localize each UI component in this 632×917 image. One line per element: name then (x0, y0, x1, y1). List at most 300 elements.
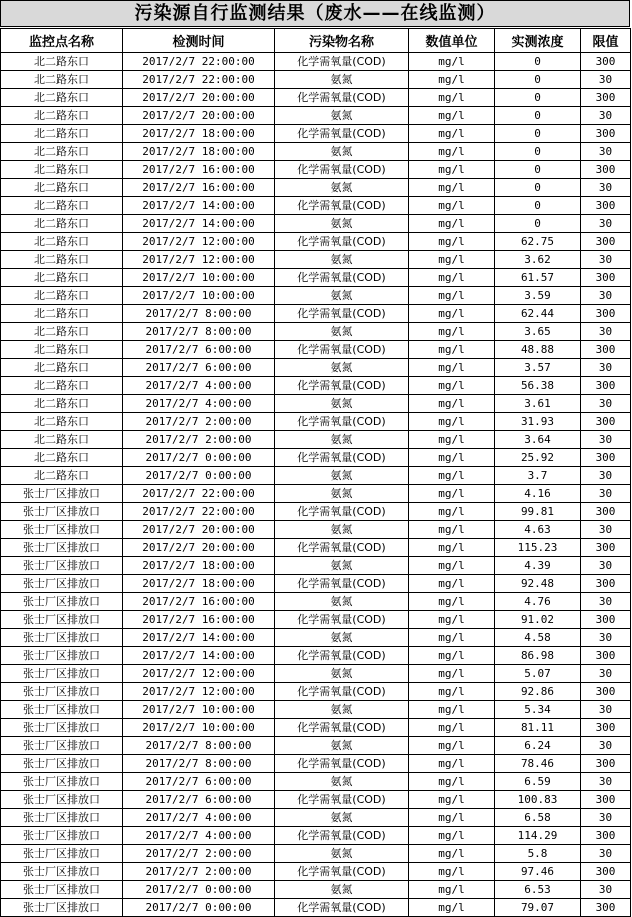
cell-unit: mg/l (409, 431, 495, 449)
cell-test-time: 2017/2/7 18:00:00 (123, 125, 275, 143)
cell-pollutant: 氨氮 (275, 395, 409, 413)
cell-measured: 62.75 (495, 233, 581, 251)
cell-limit: 30 (581, 251, 631, 269)
cell-pollutant: 氨氮 (275, 467, 409, 485)
header-measured: 实测浓度 (495, 29, 581, 53)
cell-test-time: 2017/2/7 2:00:00 (123, 845, 275, 863)
table-row (1, 323, 631, 341)
cell-monitor-point: 北二路东口 (1, 179, 123, 197)
cell-test-time: 2017/2/7 16:00:00 (123, 611, 275, 629)
cell-limit: 30 (581, 629, 631, 647)
cell-limit: 30 (581, 665, 631, 683)
table-row (1, 71, 631, 89)
cell-monitor-point: 张士厂区排放口 (1, 683, 123, 701)
cell-monitor-point: 北二路东口 (1, 449, 123, 467)
cell-unit: mg/l (409, 233, 495, 251)
cell-pollutant: 化学需氧量(COD) (275, 341, 409, 359)
cell-test-time: 2017/2/7 12:00:00 (123, 233, 275, 251)
cell-monitor-point: 张士厂区排放口 (1, 557, 123, 575)
cell-test-time: 2017/2/7 4:00:00 (123, 395, 275, 413)
table-row (1, 737, 631, 755)
cell-pollutant: 化学需氧量(COD) (275, 53, 409, 71)
cell-pollutant: 氨氮 (275, 179, 409, 197)
cell-pollutant: 氨氮 (275, 107, 409, 125)
cell-pollutant: 化学需氧量(COD) (275, 125, 409, 143)
cell-unit: mg/l (409, 395, 495, 413)
cell-measured: 56.38 (495, 377, 581, 395)
cell-pollutant: 化学需氧量(COD) (275, 503, 409, 521)
cell-pollutant: 化学需氧量(COD) (275, 827, 409, 845)
cell-test-time: 2017/2/7 14:00:00 (123, 647, 275, 665)
table-row (1, 575, 631, 593)
cell-measured: 0 (495, 161, 581, 179)
cell-measured: 0 (495, 53, 581, 71)
cell-measured: 97.46 (495, 863, 581, 881)
cell-pollutant: 氨氮 (275, 485, 409, 503)
cell-monitor-point: 北二路东口 (1, 467, 123, 485)
table-body (1, 53, 631, 917)
cell-unit: mg/l (409, 53, 495, 71)
cell-limit: 300 (581, 791, 631, 809)
cell-limit: 300 (581, 503, 631, 521)
cell-limit: 30 (581, 485, 631, 503)
table-row (1, 161, 631, 179)
cell-limit: 30 (581, 809, 631, 827)
cell-pollutant: 化学需氧量(COD) (275, 575, 409, 593)
cell-unit: mg/l (409, 413, 495, 431)
cell-limit: 30 (581, 395, 631, 413)
cell-limit: 30 (581, 215, 631, 233)
cell-monitor-point: 北二路东口 (1, 323, 123, 341)
cell-test-time: 2017/2/7 8:00:00 (123, 323, 275, 341)
cell-measured: 5.8 (495, 845, 581, 863)
cell-test-time: 2017/2/7 10:00:00 (123, 719, 275, 737)
cell-monitor-point: 北二路东口 (1, 107, 123, 125)
cell-test-time: 2017/2/7 10:00:00 (123, 701, 275, 719)
table-row (1, 881, 631, 899)
cell-monitor-point: 北二路东口 (1, 233, 123, 251)
cell-measured: 99.81 (495, 503, 581, 521)
cell-pollutant: 氨氮 (275, 71, 409, 89)
cell-unit: mg/l (409, 773, 495, 791)
cell-measured: 31.93 (495, 413, 581, 431)
cell-monitor-point: 张士厂区排放口 (1, 809, 123, 827)
cell-measured: 6.53 (495, 881, 581, 899)
cell-pollutant: 化学需氧量(COD) (275, 683, 409, 701)
cell-monitor-point: 张士厂区排放口 (1, 863, 123, 881)
cell-pollutant: 氨氮 (275, 881, 409, 899)
header-unit: 数值单位 (409, 29, 495, 53)
cell-limit: 300 (581, 53, 631, 71)
cell-unit: mg/l (409, 161, 495, 179)
cell-measured: 3.61 (495, 395, 581, 413)
cell-limit: 300 (581, 161, 631, 179)
cell-test-time: 2017/2/7 18:00:00 (123, 575, 275, 593)
cell-measured: 79.07 (495, 899, 581, 917)
cell-unit: mg/l (409, 629, 495, 647)
cell-pollutant: 氨氮 (275, 737, 409, 755)
table-row (1, 107, 631, 125)
cell-measured: 100.83 (495, 791, 581, 809)
cell-unit: mg/l (409, 89, 495, 107)
cell-monitor-point: 张士厂区排放口 (1, 737, 123, 755)
cell-limit: 30 (581, 521, 631, 539)
cell-measured: 3.64 (495, 431, 581, 449)
table-row (1, 125, 631, 143)
cell-pollutant: 化学需氧量(COD) (275, 305, 409, 323)
table-row (1, 665, 631, 683)
cell-monitor-point: 北二路东口 (1, 395, 123, 413)
table-row (1, 863, 631, 881)
cell-measured: 91.02 (495, 611, 581, 629)
cell-measured: 0 (495, 125, 581, 143)
cell-measured: 92.86 (495, 683, 581, 701)
cell-measured: 5.07 (495, 665, 581, 683)
cell-unit: mg/l (409, 539, 495, 557)
table-row (1, 755, 631, 773)
cell-pollutant: 化学需氧量(COD) (275, 449, 409, 467)
cell-monitor-point: 北二路东口 (1, 197, 123, 215)
cell-limit: 30 (581, 323, 631, 341)
cell-unit: mg/l (409, 143, 495, 161)
cell-unit: mg/l (409, 449, 495, 467)
cell-limit: 300 (581, 647, 631, 665)
cell-measured: 4.16 (495, 485, 581, 503)
cell-monitor-point: 北二路东口 (1, 161, 123, 179)
table-row (1, 413, 631, 431)
cell-test-time: 2017/2/7 16:00:00 (123, 593, 275, 611)
cell-unit: mg/l (409, 647, 495, 665)
cell-test-time: 2017/2/7 12:00:00 (123, 683, 275, 701)
cell-pollutant: 化学需氧量(COD) (275, 899, 409, 917)
cell-monitor-point: 北二路东口 (1, 125, 123, 143)
cell-unit: mg/l (409, 467, 495, 485)
cell-unit: mg/l (409, 557, 495, 575)
cell-pollutant: 化学需氧量(COD) (275, 755, 409, 773)
cell-monitor-point: 北二路东口 (1, 251, 123, 269)
table-row (1, 899, 631, 917)
cell-unit: mg/l (409, 809, 495, 827)
cell-test-time: 2017/2/7 8:00:00 (123, 755, 275, 773)
table-row (1, 359, 631, 377)
cell-test-time: 2017/2/7 16:00:00 (123, 179, 275, 197)
table-row (1, 809, 631, 827)
cell-pollutant: 氨氮 (275, 665, 409, 683)
cell-unit: mg/l (409, 197, 495, 215)
cell-monitor-point: 张士厂区排放口 (1, 755, 123, 773)
table-row (1, 395, 631, 413)
cell-pollutant: 化学需氧量(COD) (275, 197, 409, 215)
cell-monitor-point: 北二路东口 (1, 269, 123, 287)
cell-monitor-point: 张士厂区排放口 (1, 485, 123, 503)
cell-pollutant: 化学需氧量(COD) (275, 863, 409, 881)
cell-unit: mg/l (409, 899, 495, 917)
cell-test-time: 2017/2/7 8:00:00 (123, 737, 275, 755)
cell-monitor-point: 北二路东口 (1, 431, 123, 449)
cell-limit: 300 (581, 197, 631, 215)
cell-limit: 300 (581, 683, 631, 701)
cell-pollutant: 化学需氧量(COD) (275, 413, 409, 431)
cell-monitor-point: 北二路东口 (1, 143, 123, 161)
cell-monitor-point: 张士厂区排放口 (1, 701, 123, 719)
cell-limit: 30 (581, 431, 631, 449)
table-row (1, 269, 631, 287)
table-row (1, 341, 631, 359)
cell-monitor-point: 张士厂区排放口 (1, 575, 123, 593)
cell-test-time: 2017/2/7 20:00:00 (123, 521, 275, 539)
header-limit: 限值 (581, 29, 631, 53)
table-row (1, 287, 631, 305)
cell-monitor-point: 张士厂区排放口 (1, 773, 123, 791)
cell-test-time: 2017/2/7 6:00:00 (123, 359, 275, 377)
table-row (1, 827, 631, 845)
cell-unit: mg/l (409, 881, 495, 899)
cell-unit: mg/l (409, 269, 495, 287)
cell-unit: mg/l (409, 863, 495, 881)
cell-measured: 4.39 (495, 557, 581, 575)
cell-monitor-point: 张士厂区排放口 (1, 539, 123, 557)
cell-limit: 30 (581, 773, 631, 791)
cell-unit: mg/l (409, 755, 495, 773)
cell-measured: 25.92 (495, 449, 581, 467)
cell-unit: mg/l (409, 251, 495, 269)
table-row (1, 557, 631, 575)
cell-pollutant: 化学需氧量(COD) (275, 377, 409, 395)
cell-monitor-point: 北二路东口 (1, 287, 123, 305)
header-monitor-point: 监控点名称 (1, 29, 123, 53)
cell-test-time: 2017/2/7 6:00:00 (123, 791, 275, 809)
cell-measured: 6.59 (495, 773, 581, 791)
cell-monitor-point: 张士厂区排放口 (1, 629, 123, 647)
cell-measured: 5.34 (495, 701, 581, 719)
cell-limit: 30 (581, 881, 631, 899)
cell-limit: 300 (581, 539, 631, 557)
cell-limit: 300 (581, 449, 631, 467)
cell-monitor-point: 张士厂区排放口 (1, 899, 123, 917)
table-row (1, 503, 631, 521)
cell-limit: 30 (581, 701, 631, 719)
cell-test-time: 2017/2/7 4:00:00 (123, 377, 275, 395)
sheet-title: 污染源自行监测结果（废水——在线监测） (0, 0, 630, 27)
cell-pollutant: 氨氮 (275, 215, 409, 233)
cell-unit: mg/l (409, 719, 495, 737)
cell-measured: 62.44 (495, 305, 581, 323)
cell-monitor-point: 北二路东口 (1, 305, 123, 323)
cell-pollutant: 化学需氧量(COD) (275, 791, 409, 809)
cell-monitor-point: 北二路东口 (1, 215, 123, 233)
cell-test-time: 2017/2/7 10:00:00 (123, 287, 275, 305)
cell-limit: 30 (581, 71, 631, 89)
cell-unit: mg/l (409, 701, 495, 719)
cell-measured: 78.46 (495, 755, 581, 773)
cell-limit: 300 (581, 755, 631, 773)
cell-unit: mg/l (409, 593, 495, 611)
table-row (1, 431, 631, 449)
cell-limit: 300 (581, 233, 631, 251)
cell-test-time: 2017/2/7 18:00:00 (123, 557, 275, 575)
cell-unit: mg/l (409, 845, 495, 863)
cell-unit: mg/l (409, 665, 495, 683)
cell-test-time: 2017/2/7 22:00:00 (123, 71, 275, 89)
cell-monitor-point: 张士厂区排放口 (1, 791, 123, 809)
cell-test-time: 2017/2/7 2:00:00 (123, 413, 275, 431)
cell-pollutant: 氨氮 (275, 521, 409, 539)
header-test-time: 检测时间 (123, 29, 275, 53)
cell-limit: 300 (581, 269, 631, 287)
table-row (1, 215, 631, 233)
cell-unit: mg/l (409, 287, 495, 305)
cell-pollutant: 化学需氧量(COD) (275, 161, 409, 179)
cell-limit: 30 (581, 359, 631, 377)
cell-pollutant: 氨氮 (275, 323, 409, 341)
cell-pollutant: 化学需氧量(COD) (275, 611, 409, 629)
cell-unit: mg/l (409, 125, 495, 143)
cell-pollutant: 化学需氧量(COD) (275, 539, 409, 557)
cell-test-time: 2017/2/7 8:00:00 (123, 305, 275, 323)
cell-monitor-point: 张士厂区排放口 (1, 719, 123, 737)
cell-test-time: 2017/2/7 0:00:00 (123, 467, 275, 485)
cell-measured: 3.57 (495, 359, 581, 377)
cell-pollutant: 氨氮 (275, 701, 409, 719)
cell-unit: mg/l (409, 503, 495, 521)
cell-pollutant: 氨氮 (275, 593, 409, 611)
cell-test-time: 2017/2/7 10:00:00 (123, 269, 275, 287)
cell-limit: 300 (581, 863, 631, 881)
cell-pollutant: 氨氮 (275, 629, 409, 647)
table-row (1, 197, 631, 215)
cell-unit: mg/l (409, 575, 495, 593)
table-row (1, 179, 631, 197)
cell-test-time: 2017/2/7 6:00:00 (123, 773, 275, 791)
cell-test-time: 2017/2/7 14:00:00 (123, 629, 275, 647)
cell-pollutant: 化学需氧量(COD) (275, 719, 409, 737)
cell-unit: mg/l (409, 683, 495, 701)
cell-limit: 30 (581, 557, 631, 575)
table-row (1, 701, 631, 719)
cell-test-time: 2017/2/7 16:00:00 (123, 161, 275, 179)
table-row (1, 467, 631, 485)
cell-limit: 300 (581, 575, 631, 593)
cell-measured: 86.98 (495, 647, 581, 665)
cell-monitor-point: 北二路东口 (1, 53, 123, 71)
cell-limit: 300 (581, 377, 631, 395)
cell-measured: 4.63 (495, 521, 581, 539)
table-row (1, 449, 631, 467)
cell-unit: mg/l (409, 341, 495, 359)
cell-monitor-point: 北二路东口 (1, 413, 123, 431)
cell-pollutant: 氨氮 (275, 287, 409, 305)
cell-unit: mg/l (409, 71, 495, 89)
cell-monitor-point: 张士厂区排放口 (1, 611, 123, 629)
cell-limit: 300 (581, 611, 631, 629)
cell-pollutant: 氨氮 (275, 773, 409, 791)
table-row (1, 629, 631, 647)
cell-pollutant: 氨氮 (275, 557, 409, 575)
cell-pollutant: 氨氮 (275, 431, 409, 449)
cell-monitor-point: 张士厂区排放口 (1, 503, 123, 521)
cell-unit: mg/l (409, 359, 495, 377)
cell-monitor-point: 张士厂区排放口 (1, 827, 123, 845)
cell-measured: 0 (495, 89, 581, 107)
cell-measured: 3.62 (495, 251, 581, 269)
cell-unit: mg/l (409, 485, 495, 503)
cell-unit: mg/l (409, 305, 495, 323)
cell-test-time: 2017/2/7 22:00:00 (123, 503, 275, 521)
cell-test-time: 2017/2/7 2:00:00 (123, 431, 275, 449)
header-pollutant: 污染物名称 (275, 29, 409, 53)
cell-measured: 0 (495, 71, 581, 89)
cell-measured: 61.57 (495, 269, 581, 287)
table-row (1, 683, 631, 701)
cell-unit: mg/l (409, 179, 495, 197)
table-row (1, 521, 631, 539)
cell-limit: 30 (581, 287, 631, 305)
cell-limit: 30 (581, 179, 631, 197)
cell-unit: mg/l (409, 323, 495, 341)
cell-test-time: 2017/2/7 20:00:00 (123, 107, 275, 125)
cell-test-time: 2017/2/7 0:00:00 (123, 449, 275, 467)
cell-measured: 92.48 (495, 575, 581, 593)
cell-measured: 0 (495, 197, 581, 215)
cell-measured: 0 (495, 143, 581, 161)
cell-test-time: 2017/2/7 12:00:00 (123, 251, 275, 269)
table-row (1, 773, 631, 791)
cell-limit: 300 (581, 341, 631, 359)
cell-pollutant: 氨氮 (275, 251, 409, 269)
cell-test-time: 2017/2/7 18:00:00 (123, 143, 275, 161)
table-row (1, 233, 631, 251)
cell-test-time: 2017/2/7 20:00:00 (123, 539, 275, 557)
cell-pollutant: 氨氮 (275, 359, 409, 377)
table-row (1, 647, 631, 665)
cell-monitor-point: 张士厂区排放口 (1, 593, 123, 611)
cell-measured: 115.23 (495, 539, 581, 557)
cell-monitor-point: 张士厂区排放口 (1, 521, 123, 539)
cell-limit: 30 (581, 143, 631, 161)
cell-measured: 3.65 (495, 323, 581, 341)
cell-test-time: 2017/2/7 12:00:00 (123, 665, 275, 683)
cell-measured: 6.24 (495, 737, 581, 755)
table-row (1, 791, 631, 809)
cell-limit: 300 (581, 89, 631, 107)
header-row (1, 29, 631, 53)
cell-monitor-point: 张士厂区排放口 (1, 845, 123, 863)
cell-unit: mg/l (409, 521, 495, 539)
cell-unit: mg/l (409, 215, 495, 233)
cell-limit: 30 (581, 107, 631, 125)
cell-monitor-point: 张士厂区排放口 (1, 881, 123, 899)
cell-limit: 30 (581, 845, 631, 863)
table-row (1, 89, 631, 107)
table-row (1, 251, 631, 269)
cell-test-time: 2017/2/7 4:00:00 (123, 827, 275, 845)
cell-monitor-point: 北二路东口 (1, 71, 123, 89)
table-row (1, 539, 631, 557)
cell-monitor-point: 北二路东口 (1, 359, 123, 377)
cell-unit: mg/l (409, 737, 495, 755)
monitoring-table (0, 28, 631, 917)
table-row (1, 143, 631, 161)
cell-limit: 300 (581, 125, 631, 143)
cell-test-time: 2017/2/7 6:00:00 (123, 341, 275, 359)
cell-measured: 0 (495, 107, 581, 125)
cell-measured: 0 (495, 179, 581, 197)
cell-measured: 3.59 (495, 287, 581, 305)
cell-pollutant: 氨氮 (275, 143, 409, 161)
table-row (1, 53, 631, 71)
cell-measured: 0 (495, 215, 581, 233)
table-row (1, 719, 631, 737)
